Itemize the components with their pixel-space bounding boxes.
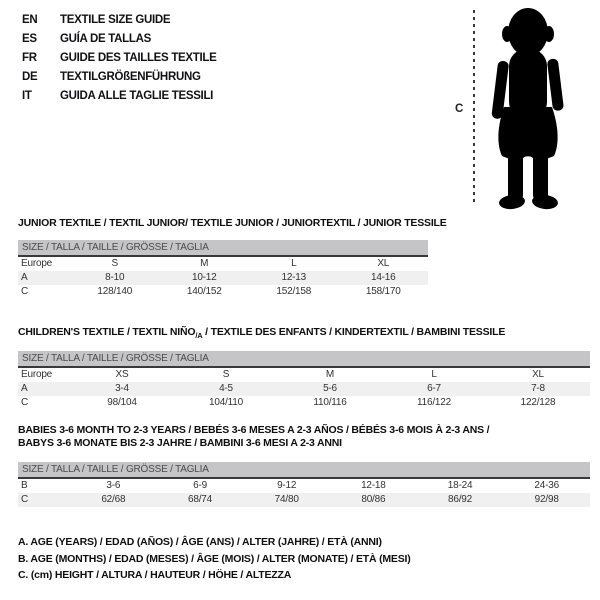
language-title: TEXTILE SIZE GUIDE <box>60 14 171 26</box>
language-code: ES <box>22 33 37 45</box>
value-cell: 18-24 <box>447 480 473 491</box>
value-cell: 3-4 <box>115 383 129 394</box>
children-title-pre: CHILDREN'S TEXTILE / TEXTIL NIÑO <box>18 326 196 338</box>
footnote-age-months: B. AGE (MONTHS) / EDAD (MESES) / ÂGE (MOIS) / ALTER (MONATE) / ETÀ (MESI) <box>18 552 411 565</box>
row-label: A <box>21 383 28 394</box>
row-label: Europe <box>21 369 53 380</box>
value-cell: 10-12 <box>191 272 217 283</box>
row-label: C <box>21 286 29 297</box>
table-row <box>18 382 590 396</box>
row-label: C <box>21 397 29 408</box>
size-cell: L <box>291 258 297 269</box>
value-cell: 98/104 <box>107 397 137 408</box>
size-header-bar: SIZE / TALLA / TAILLE / GRÖSSE / TAGLIA <box>18 351 590 368</box>
language-row-en <box>22 11 217 30</box>
value-cell: 7-8 <box>531 383 545 394</box>
value-cell: 4-5 <box>219 383 233 394</box>
table-row <box>18 493 590 507</box>
value-cell: 8-10 <box>105 272 125 283</box>
size-cell: XL <box>532 369 544 380</box>
size-cell: XL <box>377 258 390 269</box>
value-cell: 12-13 <box>281 272 307 283</box>
value-cell: 92/98 <box>534 494 559 505</box>
size-cell: M <box>200 258 209 269</box>
table-row <box>18 257 428 271</box>
row-label: A <box>21 272 28 283</box>
footnote-height: C. (cm) HEIGHT / ALTURA / HAUTEUR / HÖHE / ALTEZZA <box>18 569 292 581</box>
value-cell: 128/140 <box>97 286 133 297</box>
size-cell: M <box>325 369 335 380</box>
value-cell: 86/92 <box>448 494 473 505</box>
height-dimension-label: C <box>455 103 464 115</box>
language-title: GUIDE DES TAILLES TEXTILE <box>60 52 217 64</box>
value-cell: 116/122 <box>416 397 451 408</box>
language-title-list <box>22 11 217 106</box>
children-size-table <box>18 351 590 410</box>
language-row-it <box>22 87 217 106</box>
children-title-post: / TEXTILE DES ENFANTS / KINDERTEXTIL / BAMBINI TESSILE <box>202 326 506 338</box>
language-title: TEXTILGRÖßENFÜHRUNG <box>60 71 201 83</box>
value-cell: 140/152 <box>186 286 222 297</box>
babies-size-table <box>18 462 590 507</box>
babies-title-line2: BABYS 3-6 MONATE BIS 2-3 JAHRE / BAMBINI 3-6 MESI A 2-3 ANNI <box>18 437 342 449</box>
value-cell: 158/170 <box>365 286 401 297</box>
children-title-sub: /A <box>195 331 203 341</box>
language-code: EN <box>22 14 38 26</box>
toddler-silhouette-icon <box>481 5 577 211</box>
row-label: Europe <box>21 258 53 269</box>
value-cell: 12-18 <box>361 480 386 491</box>
size-header-bar: SIZE / TALLA / TAILLE / GRÖSSE / TAGLIA <box>18 240 428 257</box>
size-cell: L <box>431 369 437 380</box>
value-cell: 62/68 <box>101 494 126 505</box>
babies-table-title <box>18 424 583 450</box>
row-label: C <box>21 494 29 505</box>
value-cell: 14-16 <box>370 272 396 283</box>
value-cell: 110/116 <box>313 397 347 408</box>
language-title: GUIDA ALLE TAGLIE TESSILI <box>60 90 214 102</box>
language-code: DE <box>22 71 38 83</box>
language-row-es <box>22 30 217 49</box>
table-row <box>18 271 428 285</box>
value-cell: 104/110 <box>208 397 243 408</box>
value-cell: 74/80 <box>274 494 299 505</box>
table-row <box>18 368 590 382</box>
footnote-age-years: A. AGE (YEARS) / EDAD (AÑOS) / ÂGE (ANS) / ALTER (JAHRE) / ETÀ (ANNI) <box>18 536 382 548</box>
height-measure-dashed-line <box>473 10 475 206</box>
size-cell: S <box>111 258 118 269</box>
language-row-de <box>22 68 217 87</box>
language-code: FR <box>22 52 37 64</box>
junior-table-title: JUNIOR TEXTILE / TEXTIL JUNIOR/ TEXTILE JUNIOR / JUNIORTEXTIL / JUNIOR TESSILE <box>18 217 447 229</box>
value-cell: 152/158 <box>276 286 312 297</box>
value-cell: 6-7 <box>427 383 441 394</box>
size-header-bar: SIZE / TALLA / TAILLE / GRÖSSE / TAGLIA <box>18 462 590 479</box>
table-row <box>18 285 428 299</box>
junior-size-table <box>18 240 428 299</box>
size-cell: S <box>222 369 230 380</box>
language-row-fr <box>22 49 217 68</box>
value-cell: 5-6 <box>323 383 337 394</box>
value-cell: 68/74 <box>187 494 213 505</box>
value-cell: 3-6 <box>106 480 121 491</box>
footnote-legend <box>18 534 411 584</box>
language-title: GUÍA DE TALLAS <box>60 33 151 45</box>
value-cell: 122/128 <box>520 397 556 408</box>
value-cell: 80/86 <box>361 494 386 505</box>
value-cell: 24-36 <box>534 480 559 491</box>
value-cell: 6-9 <box>193 480 207 491</box>
children-table-title <box>18 326 505 340</box>
row-label: B <box>21 480 28 491</box>
value-cell: 9-12 <box>277 480 297 491</box>
table-row <box>18 479 590 493</box>
size-cell: XS <box>115 369 129 380</box>
language-code: IT <box>22 90 32 102</box>
babies-title-line1: BABIES 3-6 MONTH TO 2-3 YEARS / BEBÉS 3-6 MESES A 2-3 AÑOS / BÉBÉS 3-6 MOIS À 2-3 ANS / <box>18 424 490 436</box>
table-row <box>18 396 590 410</box>
